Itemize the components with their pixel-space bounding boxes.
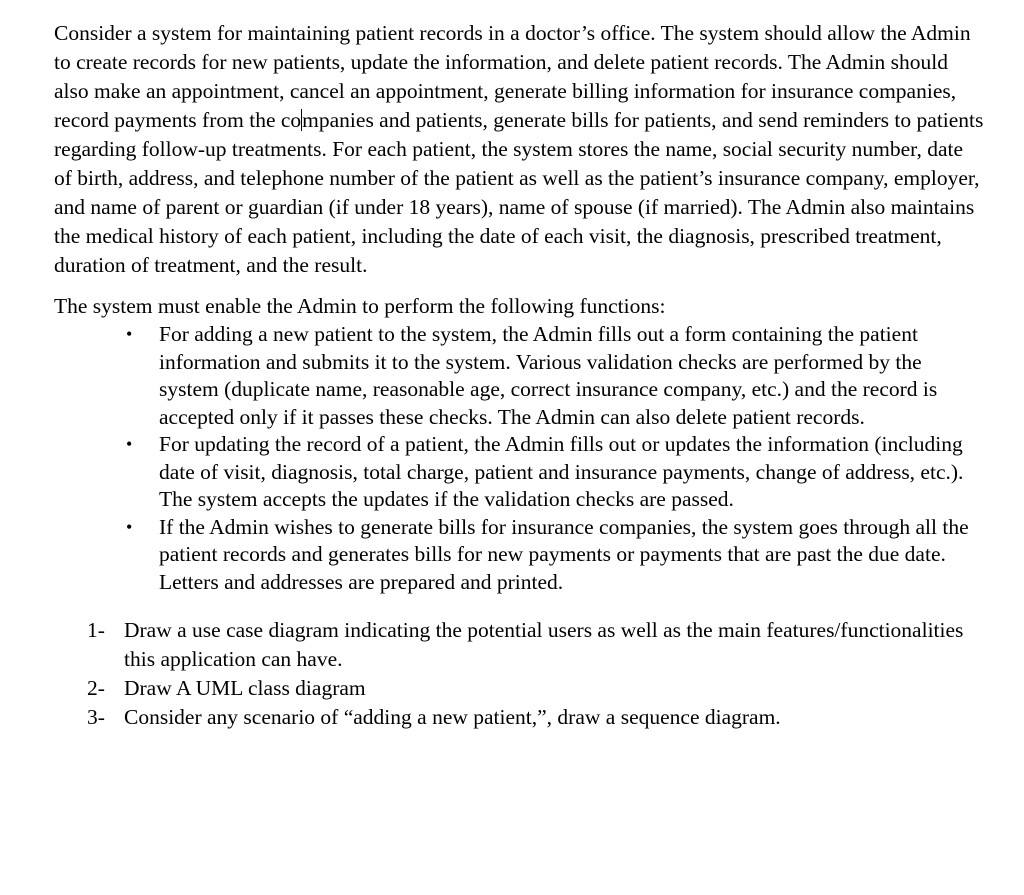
intro-text-part1: Consider a system for maintaining patient records in a doctor’s office. The system should allow the Admin to create records for new patients, update the information, and delete patient records. The Admin should also make an appointment, cancel an appointment, generate billing information for insurance companies, record payments from the co — [54, 21, 971, 132]
task-text: Draw a use case diagram indicating the potential users as well as the main features/functionalities this application can have. — [124, 618, 964, 671]
bullet-text: For updating the record of a patient, the Admin fills out or updates the information (including date of visit, diagnosis, total charge, patient and insurance payments, change of address, etc.). The system accepts the updates if the validation checks are passed. — [159, 432, 964, 511]
bullet-icon: • — [126, 324, 133, 344]
tasks-list — [54, 616, 984, 732]
task-item — [87, 674, 984, 703]
list-item — [126, 431, 974, 514]
task-number: 3- — [87, 705, 105, 729]
task-text: Draw A UML class diagram — [124, 676, 366, 700]
bullet-icon: • — [126, 516, 133, 537]
task-number: 1- — [87, 618, 105, 642]
list-item — [126, 321, 974, 431]
bullet-text: For adding a new patient to the system, the Admin fills out a form containing the patient information and submits it to the system. Various validation checks are performed by the system (duplicate name, reasonable age, correct insurance company, etc.) and the record is accepted only if it passes these checks. The Admin can also delete patient records. — [159, 322, 938, 429]
bullet-text: If the Admin wishes to generate bills for insurance companies, the system goes through all the patient records and generates bills for new payments or payments that are past the due date. Letters and addresses are prepared and printed. — [159, 514, 969, 594]
task-item — [87, 703, 984, 732]
functions-list — [54, 321, 984, 596]
task-number: 2- — [87, 676, 105, 700]
functions-intro: The system must enable the Admin to perform the following functions: — [54, 294, 666, 318]
task-item — [87, 616, 984, 674]
paragraph-spacer — [54, 280, 984, 292]
document-body — [54, 19, 984, 732]
task-text: Consider any scenario of “adding a new patient,”, draw a sequence diagram. — [124, 705, 781, 729]
intro-text-part2: mpanies and patients, generate bills for patients, and send reminders to patients regarding follow-up treatments. For each patient, the system stores the name, social security number, date of birth, address, and telephone number of the patient as well as the patient’s insurance company, employer, and name of parent or guardian (if under 18 years), name of spouse (if married). The Admin also maintains the medical history of each patient, including the date of each visit, the diagnosis, prescribed treatment, duration of treatment, and the result. — [54, 108, 984, 277]
intro-paragraph — [54, 19, 984, 280]
bullet-icon: • — [126, 434, 133, 454]
list-spacer — [54, 596, 984, 616]
list-item — [126, 514, 974, 597]
